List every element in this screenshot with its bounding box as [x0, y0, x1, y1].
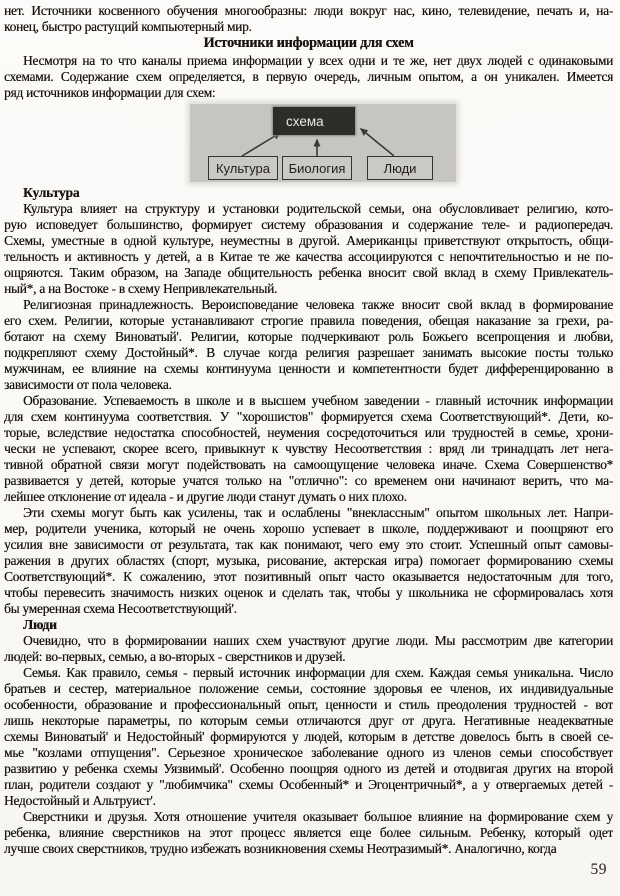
- text-line: ный*, а на Востоке - в схему Непривлекательный.: [4, 281, 278, 296]
- text-line: подкрепляют схему Достойный*. В случае когда религия разрешает занимать высокие посты только: [4, 345, 613, 360]
- diagram-box-people: [367, 156, 433, 180]
- text-line: конец, быстро растущий компьютерный мир.: [4, 19, 252, 34]
- text-line: бы умеренная схема Несоответствующий'.: [4, 601, 237, 616]
- text-line: мужчинам, ее влияние на схемы континуума ценности и компетентности будет дифференцированно в: [4, 361, 613, 376]
- text-line: Очевидно, что в формировании наших схем участвуют другие люди. Мы рассмотрим две категории: [23, 633, 613, 648]
- text-line: Недостойный и Альтруист'.: [4, 793, 156, 808]
- text-line: мер, родители ученика, который не очень хорошо успевает в школе, поддерживают и поощряют его: [4, 521, 613, 536]
- page-number: 59: [590, 861, 607, 878]
- paragraph: [4, 3, 613, 35]
- text-line: торые, вследствие недостатка способностей, неумения сосредоточиться или трудностей в семье, хрони-: [4, 425, 613, 440]
- text-line: для схем континуума соответствия. У "хорошистов" формируется схема Соответствующий*. Дети, ко-: [4, 409, 613, 424]
- text-line: схемы Виноватый' и Недостойный' формируются у людей, которым в детстве довелось быть в своей се-: [4, 729, 613, 744]
- schema-sources-diagram: [190, 104, 456, 182]
- text-column: [4, 3, 613, 857]
- text-line: лучше своих сверстников, трудно избежать возникновения схемы Неотразимый*. Аналогично, когда: [4, 841, 557, 856]
- text-line: Культура влияет на структуру и установки родительской семьи, она обусловливает религию, кото-: [23, 201, 613, 216]
- diagram-box-biology-label: Биология: [288, 160, 346, 176]
- text-line: ряд источников информации для схем:: [4, 85, 216, 100]
- diagram-root-box: [273, 107, 355, 135]
- paragraph: [4, 505, 613, 617]
- paragraph: [4, 201, 613, 297]
- paragraph: [4, 809, 613, 857]
- text-line: чтобы перевесить значимость низких оценок и сделать так, чтобы у школьника не сформировалась хотя: [4, 585, 613, 600]
- section-subheading: Культура: [23, 185, 80, 200]
- text-line: зависимости от пола человека.: [4, 377, 172, 392]
- diagram-box-biology: [282, 156, 352, 180]
- text-line: ощряются. Таким образом, на Западе общительность ребенка вносит свой вклад в схему Привлекатель-: [4, 265, 613, 280]
- text-line: Образование. Успеваемость в школе и в высшем учебном заведении - главный источник информации: [23, 393, 613, 408]
- paragraph: [4, 297, 613, 393]
- text-line: Религиозная принадлежность. Вероисповедание человека также вносит свой вклад в формирование: [23, 297, 613, 312]
- text-line: мье "козлами отпущения". Серьезное хроническое заболевание одного из членов семьи способствует: [4, 745, 613, 760]
- text-line: лейшее отклонение от идеала - и другие люди станут думать о них плохо.: [4, 489, 407, 504]
- text-line: Сверстники и друзья. Хотя отношение учителя оказывает большое влияние на формирование схем у: [23, 809, 613, 824]
- text-line: лишь некоторые параметры, по которым семьи отличаются друг от друга. Негативные неадекватные: [4, 713, 613, 728]
- text-line: чески не успевают, скорее всего, привыкнут к чувству Несоответствия : вряд ли тринадцать лет нега-: [4, 441, 613, 456]
- text-line: особенности, образование и профессиональный опыт, ценности и стиль преодоления трудностей - вот: [4, 697, 613, 712]
- section-heading: Источники информации для схем: [203, 35, 414, 51]
- text-line: развивается у детей, которые учатся только на "отлично": со временем они начинают верить, что ма-: [4, 473, 613, 488]
- paragraph: [4, 393, 613, 505]
- text-line: братьев и сестер, материальное положение семьи, состояние здоровья ее членов, их индивидуальные: [4, 681, 613, 696]
- text-line: Соответствующий*. К сожалению, этот позитивный опыт часто оказывается недостаточным для того,: [4, 569, 613, 584]
- text-line: тельность и активность у детей, а в Китае те же качества ассоциируются с непочтительностью и не по-: [4, 249, 613, 264]
- text-line: тивной обратной связи могут подействовать на самоощущение человека иначе. Схема Совершенство*: [4, 457, 613, 472]
- text-line: Семья. Как правило, семья - первый источник информации для схем. Каждая семья уникальна. Число: [23, 665, 613, 680]
- text-line: план, родители создают у "любимчика" схемы Особенный* и Эгоцентричный*, а у отвергаемых детей -: [4, 777, 613, 792]
- text-line: Несмотря на то что каналы приема информации у всех одни и те же, нет двух людей с одинаковыми: [23, 53, 613, 68]
- diagram-box-culture-label: Культура: [215, 160, 271, 176]
- text-line: схемами. Содержание схем определяется, в первую очередь, личным опытом, а он уникален. Имеется: [4, 69, 613, 84]
- text-line: Эти схемы могут быть как усилены, так и ослаблены "внеклассным" опытом школьных лет. Напри-: [23, 505, 613, 520]
- text-line: развитию у ребенка схемы Уязвимый'. Особенно поощряя одного из детей и отодвигая других на второй: [4, 761, 613, 776]
- text-line: ботают на схему Виноватый'. Религии, которые подчеркивают роль Божьего всепрощения и любви,: [4, 329, 613, 344]
- text-line: ражения в других областях (спорт, музыка, рисование, актерская игра) помогает формированию схемы: [4, 553, 613, 568]
- text-line: нет. Источники косвенного обучения многообразны: люди вокруг нас, кино, телевидение, печать и, на-: [4, 3, 613, 18]
- text-line: усилия вне зависимости от результата, так как понимают, чего ему это стоит. Успешный опыт самовы-: [4, 537, 613, 552]
- section-subheading: Люди: [23, 617, 57, 632]
- paragraph: [4, 665, 613, 809]
- text-line: рую исповедует большинство, формирует систему образования и содержание теле- и радиопередач.: [4, 217, 613, 232]
- text-line: Схемы, уместные в одной культуре, неуместны в другой. Американцы приветствуют открытость, общи-: [4, 233, 613, 248]
- paragraph: [4, 633, 613, 665]
- diagram-box-culture: [208, 156, 278, 180]
- diagram-box-people-label: Люди: [383, 160, 417, 176]
- paragraph: [4, 53, 613, 101]
- diagram-root-label: схема: [286, 113, 324, 129]
- text-line: ребенка, влияние сверстников на этот процесс является еще более сильным. Ребенку, который одет: [4, 825, 613, 840]
- text-line: его схем. Религии, которые устанавливают строгие правила поведения, обещая наказание за грехи, ра-: [4, 313, 613, 328]
- text-line: людей: во-первых, семью, а во-вторых - сверстников и друзей.: [4, 649, 346, 664]
